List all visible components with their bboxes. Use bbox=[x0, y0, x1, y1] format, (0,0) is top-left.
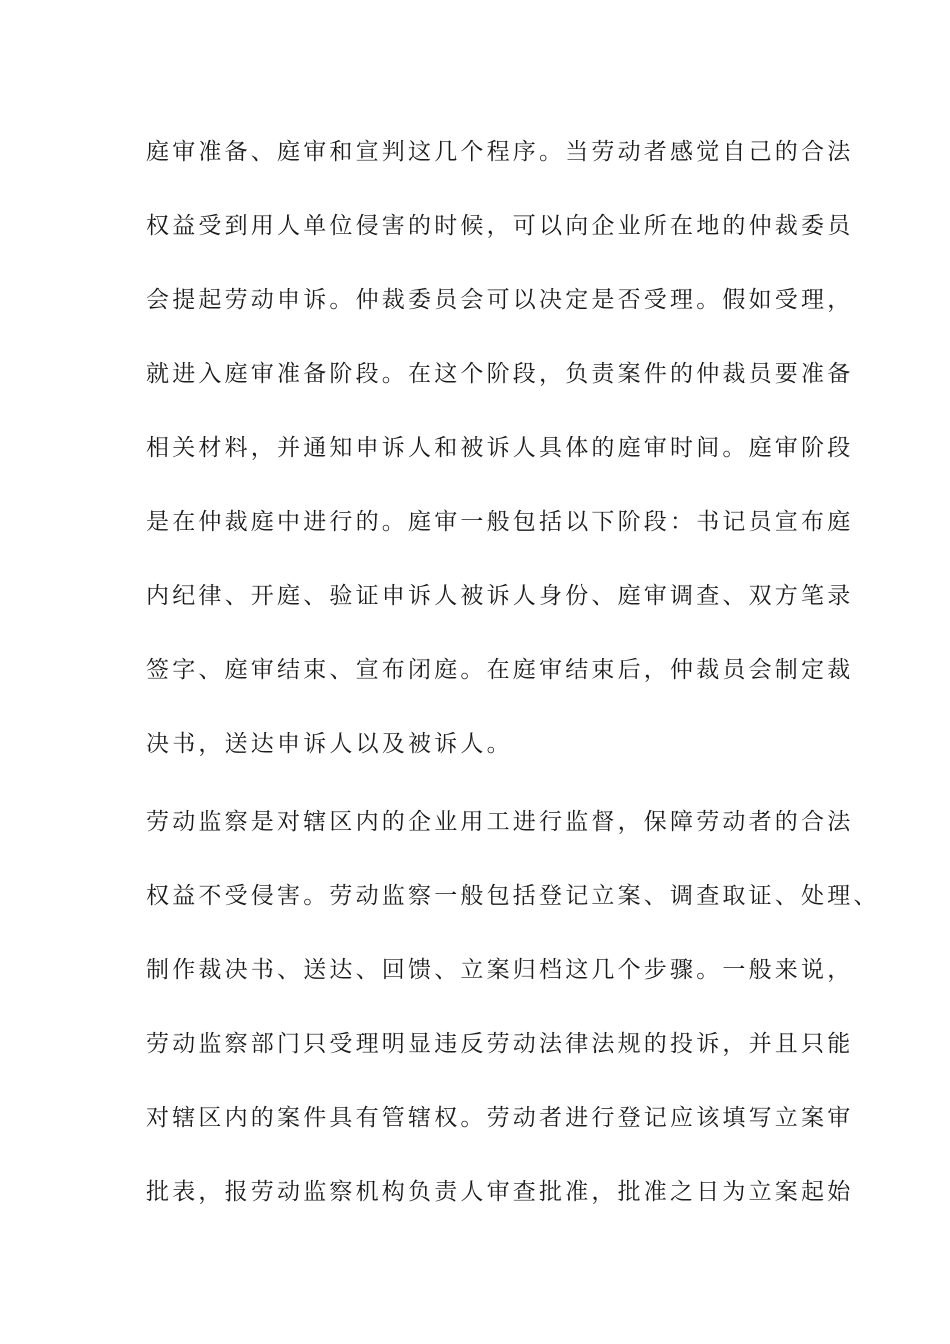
paragraph-1-line-5: 相关材料，并通知申诉人和被诉人具体的庭审时间。庭审阶段 bbox=[146, 435, 854, 461]
paragraph-1-line-8: 签字、庭审结束、宣布闭庭。在庭审结束后，仲裁员会制定裁 bbox=[146, 657, 854, 683]
paragraph-2-line-3: 制作裁决书、送达、回馈、立案归档这几个步骤。一般来说， bbox=[146, 957, 854, 983]
paragraph-1-line-1: 庭审准备、庭审和宣判这几个程序。当劳动者感觉自己的合法 bbox=[146, 139, 854, 165]
paragraph-1-line-7: 内纪律、开庭、验证申诉人被诉人身份、庭审调查、双方笔录 bbox=[146, 583, 854, 609]
paragraph-1-line-2: 权益受到用人单位侵害的时候，可以向企业所在地的仲裁委员 bbox=[146, 213, 854, 239]
paragraph-1-line-3: 会提起劳动申诉。仲裁委员会可以决定是否受理。假如受理， bbox=[146, 287, 854, 313]
paragraph-2-line-5: 对辖区内的案件具有管辖权。劳动者进行登记应该填写立案审 bbox=[146, 1105, 854, 1131]
paragraph-1-line-9: 决书，送达申诉人以及被诉人。 bbox=[146, 731, 513, 757]
paragraph-2-line-1: 劳动监察是对辖区内的企业用工进行监督，保障劳动者的合法 bbox=[146, 809, 854, 835]
paragraph-2-line-4: 劳动监察部门只受理明显违反劳动法律法规的投诉，并且只能 bbox=[146, 1031, 854, 1057]
paragraph-2-line-2: 权益不受侵害。劳动监察一般包括登记立案、调查取证、处理、 bbox=[146, 883, 880, 909]
paragraph-1-line-6: 是在仲裁庭中进行的。庭审一般包括以下阶段：书记员宣布庭 bbox=[146, 509, 854, 535]
paragraph-1-line-4: 就进入庭审准备阶段。在这个阶段，负责案件的仲裁员要准备 bbox=[146, 361, 854, 387]
paragraph-2-line-6: 批表，报劳动监察机构负责人审查批准，批准之日为立案起始 bbox=[146, 1179, 854, 1205]
